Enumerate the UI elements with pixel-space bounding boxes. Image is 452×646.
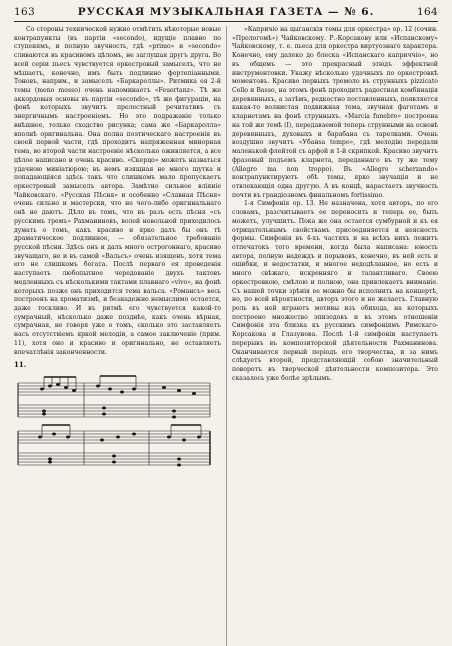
right-column bbox=[226, 26, 438, 646]
music-example bbox=[14, 361, 221, 473]
page-header bbox=[14, 6, 438, 22]
music-example-label: 11. bbox=[14, 360, 27, 370]
newspaper-title: РУССКАЯ МУЗЫКАЛЬНАЯ ГАЗЕТА — № 6. bbox=[77, 6, 375, 18]
right-paragraph: 1-я Симфонія op. 13. Не назначена, хотя авторъ, по его словамъ, разсчитываетъ ее переносить и теперь ее, быть можетъ, улучшитъ. Пока же она остается сумбурной и къ ея отрицательнымъ свойствамъ присоединяется и неясность формы. Симфонія въ 4-хъ частяхъ и на всѣхъ нихъ лежитъ отпечатокъ того времени, когда была написана: юность автора, полную надеждъ и порывовъ, конечно, въ ней есть и ошибки, и недостатки, и многое недодѣланное, но есть и много свѣжаго, искренняго и талантливаго. Своею оркестровкою, смѣлою и полною, она привлекаетъ вниманіе. Съ нашей точки зрѣнія ее можно бы исполнить на концертѣ, но, по всей вѣроятности, авторъ этого и не желаетъ. Главную роль въ ней играютъ мотивы изъ обихода, на которыхъ построено множество эпизодовъ и въ этомъ отношеніи Симфонія эта близка къ русскимъ симфоніямъ Римскаго-Корсакова и Глазунова. Послѣ 1-й симфоніи наступаетъ перерывъ въ композиторской дѣятельности Рахманинова. Оканчивается первый періодъ его творчества, и за нимъ слѣдуетъ второй, представляющій собою значительный поворотъ въ творческой дѣятельности композитора. Это сказалось уже болѣе зрѣлымъ. bbox=[232, 200, 438, 382]
music-score-image bbox=[14, 371, 214, 471]
right-paragraph: «Капричіо на цыганскія темы для оркестра» op. 12 (сочин. «Прологомѣ») Чайковскому. Р.-Корсакову или «Испанскому» Чайковскому, т. е. пьеса для оркестра виртуознаго характера. Конечно, ему далеко до блеска «Испанскаго каприччіо», но въ общемъ — это прекрасный этюдъ эффектной инструментовки. Укажу нѣсколько удачныхъ по оркестровкѣ моментовъ. Красиво первыхъ тремоло въ струнныхъ pizzicato Cello и Basso, на этомъ фонѣ проходитъ радостная комбинація деревянныхъ, а затѣмъ, редкостно поставленныхъ, появляется какая-то волнистая подвижная тема, звучная фаготамъ и кларнетамъ на фонѣ струнныхъ. «Marcia funebre» построена на той же темѣ (I), передаваемой теперь струнными на основѣ деревянныхъ, духовыхъ и барабана съ тарелками. Очень воздушно звучитъ «Убaнsa tempo», гдѣ мелодію передали маленькой флейтой съ арфой и 1-й скрипкой. Красиво звучитъ фразовый подъемъ кларнета, переданнаго въ ту же тему (Allegro mа non troppo). Въ «Allegro scherzando» контрапунктируютъ обѣ темы, ярко звучащія и не отвлекающія одна другую. А въ концѣ, нарастаетъ звучность почти въ грандіозномъ финальномъ fortissimo. bbox=[232, 26, 438, 199]
page-number-left: 163 bbox=[14, 6, 35, 18]
page-number-right: 164 bbox=[417, 6, 438, 18]
left-column bbox=[14, 26, 226, 646]
left-paragraph: Со стороны технической нужно отмѣтить нѣкоторые новые контрапункты (въ партіи «secondo), идущіе плавно по ступенямъ, и полную звучность, гдѣ «primo» и «secondo» сливаются въ красивомъ цѣломъ, не заглушая другъ друга. Во всей серіи пьесъ чувствуется оркестровый замыселъ, что не мѣшаетъ, конечно, имъ быть подлинно фортепіанными. Тоновъ, наприм., и замыселъ «Баркароллы». Ритмика ея 2-й темы (meno mosso) очень напоминаетъ «Feuertanz». Тѣ же аккордовыя основы въ партіи «secondo», тѣ же фигураціи, на фонѣ которыхъ звучитъ прелестный речитативъ съ энергичнымъ настроеніемъ. Но это подражаніе только внѣшнее, только сходство рисунка; сама же «Баркаролла» вполнѣ оригинальна. Она полна поэтическаго настроенія въ своей первой части, гдѣ проходитъ напряженная минорная тема, во второй части настроеніе нѣсколько оживляется, а все цѣлое написано и очень красиво. «Скерцо» можетъ назваться удачною миніатюрою; въ немъ изящная не много шутка и попадающіяся здѣсь такъ что слишкомъ мало пропускаетъ оркестровый замыселъ автора. Замѣтно сильное вліяніе Чайковскаго. «Русская Пѣсня» и особенно «Славная Пѣсня» очень сильно и мастерски, что не чего-либо оригинальнаго онѣ не даютъ. Дѣло въ томъ, что въ разъ есть пѣсня «съ русскимъ тремъ» Рахманиновъ, волей невольной приходилось думать о томъ, какъ красиво и ярко далъ бы онъ тѣ драматическое подлинное, — обязательное требованіе русской пѣсни. Здѣсь онъ и далъ много острогоннаго, красиво звучащаго, не и въ самой «Вальсъ» очень изященъ, хотя тема его не слишкомъ богата. Послѣ перваго ея проведенія наступаетъ любопытное чередованіе двухъ тактовъ медленныхъ съ нѣсколькими тактами плавнаго «vivo», на фонѣ которыхъ позже онъ приходится тема вальса. «Романсъ» весь построенъ на хроматизмѣ, и безнадежно немыслимо остается, даже тоскливо. И въ ритмѣ его чувствуется какой-то сумрачный, нѣсколько даже позднѣе, какъ очень вѣрная, сумрачная, не говоря уже о томъ, сколько это заставляетъ насъ отсутствіемъ яркой мелодіи, а самое заключеніе (прим. 11), хотя оно и красиво и оригинально, не оставляетъ впечатлѣнія законченности. bbox=[14, 26, 221, 356]
text-columns bbox=[14, 26, 438, 646]
